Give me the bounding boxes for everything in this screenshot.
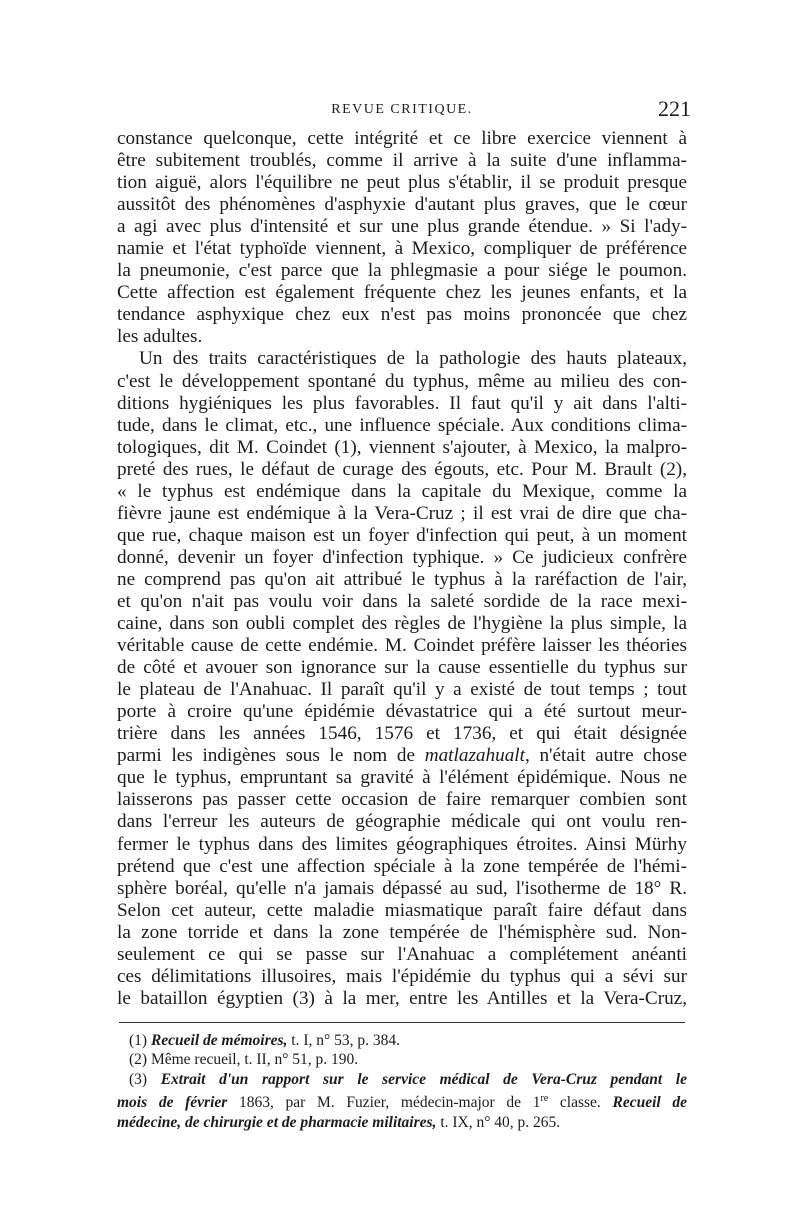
text-line: fièvre jaune est endémique à la Vera-Cruz ; il est vrai de dire que cha- (117, 502, 687, 524)
text-line: trière dans les années 1546, 1576 et 1736, et qui était désignée (117, 723, 687, 745)
footnote-3-title-b: mois de février (117, 1094, 228, 1112)
text-line: que rue, chaque maison est un foyer d'infection qui peut, à un moment (117, 524, 687, 546)
text-line: sphère boréal, qu'elle n'a jamais dépassé au sud, l'isotherme de 18° R. (117, 877, 687, 899)
text-line: la pneumonie, c'est parce que la phlegmasie a pour siége le poumon. (117, 260, 687, 282)
text-line: a agi avec plus d'intensité et sur une plus grande étendue. » Si l'ady- (117, 216, 687, 238)
footnote-1 (117, 1031, 687, 1051)
text-line: et qu'on n'ait pas voulu voir dans la saleté sordide de la race mexi- (117, 590, 687, 612)
footnote-3-rest-b2: classe. (548, 1094, 613, 1112)
footnote-3-line-3 (117, 1113, 687, 1133)
text-line: de côté et avouer son ignorance sur la cause essentielle du typhus sur (117, 657, 687, 679)
footnote-3-title-a: Extrait d'un rapport sur le service médical de Vera-Cruz pendant le (147, 1070, 687, 1088)
text-line: Cette affection est également fréquente chez les jeunes enfants, et la (117, 282, 687, 304)
text-line: laisserons pas passer cette occasion de faire remarquer combien sont (117, 789, 687, 811)
footnote-rule (119, 1022, 685, 1023)
text-line: la zone torride et dans la zone tempérée de l'hémisphère sud. Non- (117, 921, 687, 943)
text-line: namie et l'état typhoïde viennent, à Mexico, compliquer de préférence (117, 238, 687, 260)
text-line: tendance asphyxique chez eux n'est pas moins prononcée que chez (117, 304, 687, 326)
body-text (117, 128, 687, 1010)
text-line: ne comprend pas qu'on ait attribué le typhus à la raréfaction de l'air, (117, 568, 687, 590)
text-line: preté des rues, le défaut de curage des égouts, etc. Pour M. Brault (2), (117, 458, 687, 480)
text-line: Un des traits caractéristiques de la pathologie des hauts plateaux, (139, 348, 687, 370)
footnote-3-rest-c: t. IX, n° 40, p. 265. (436, 1114, 561, 1132)
text-line: les adultes. (117, 326, 203, 348)
footnote-1-title: Recueil de mémoires, (150, 1031, 288, 1049)
text-line: véritable cause de cette endémie. M. Coindet préfère laisser les théories (117, 635, 687, 657)
footnote-3-line-2 (117, 1089, 687, 1113)
footnote-3-rest-b1: 1863, par M. Fuzier, médecin-major de 1 (227, 1094, 541, 1112)
text-line: donné, devenir un foyer d'infection typhique. » Ce judicieux confrère (117, 546, 687, 568)
text-line: constance quelconque, cette intégrité et ce libre exercice viennent à (117, 128, 687, 149)
book-page (117, 96, 691, 1133)
text-line: seulement ce qui se passe sur l'Anahuac a complétement anéanti (117, 943, 687, 965)
text-line: c'est le développement spontané du typhus, même au milieu des con- (117, 370, 687, 392)
footnotes (117, 1031, 687, 1133)
footnote-3-sup: re (540, 1093, 549, 1105)
page-number: 221 (658, 96, 691, 121)
text-line: « le typhus est endémique dans la capitale du Mexique, comme la (117, 480, 687, 502)
text-line: tologiques, dit M. Coindet (1), viennent s'ajouter, à Mexico, la malpro- (117, 436, 687, 458)
text-line: dans l'erreur les auteurs de géographie médicale qui ont voulu ren- (117, 811, 687, 833)
text-line: aussitôt des phénomènes d'asphyxie d'autant plus graves, que le cœur (117, 194, 687, 216)
text-line: le plateau de l'Anahuac. Il paraît qu'il y a existé de tout temps ; tout (117, 679, 687, 701)
text-line: le bataillon égyptien (3) à la mer, entre les Antilles et la Vera-Cruz, (117, 987, 687, 1009)
page-header (117, 96, 691, 126)
italic-term: matlazahualt (424, 745, 525, 767)
text-line: être subitement troublés, comme il arrive à la suite d'une inflamma- (117, 150, 687, 172)
footnote-2-text: Même recueil, t. II, n° 51, p. 190. (147, 1051, 359, 1069)
text-line: tion aiguë, alors l'équilibre ne peut plus s'établir, il se produit presque (117, 172, 687, 194)
footnote-3-title-c: médecine, de chirurgie et de pharmacie militaires, (117, 1114, 437, 1132)
footnote-3-title-b3: Recueil de (612, 1094, 688, 1112)
text-line: caine, dans son oubli complet des règles de l'hygiène la plus simple, la (117, 613, 687, 635)
footnote-2-mark: (2) (129, 1051, 148, 1069)
text-line: fermer le typhus dans des limites géographiques étroites. Ainsi Mürhy (117, 833, 687, 855)
footnote-1-rest: t. I, n° 53, p. 384. (287, 1031, 400, 1049)
text-line: tude, dans le climat, etc., une influence spéciale. Aux conditions clima- (117, 414, 687, 436)
text-line: que le typhus, empruntant sa gravité à l'élément épidémique. Nous ne (117, 767, 687, 789)
footnote-3-mark: (3) (129, 1070, 148, 1088)
text-line: parmi les indigènes sous le nom de matlazahualt, n'était autre chose (117, 745, 687, 767)
text-line: Selon cet auteur, cette maladie miasmatique paraît faire défaut dans (117, 899, 687, 921)
text-line: ces délimitations illusoires, mais l'épidémie du typhus qui a sévi sur (117, 965, 687, 987)
text-line: ditions hygiéniques les plus favorables. Il faut qu'il y ait dans l'alti- (117, 392, 687, 414)
running-head: REVUE CRITIQUE. (331, 102, 473, 117)
footnote-3-line-1 (117, 1070, 687, 1090)
text-line: porte à croire qu'une épidémie dévastatrice qui a été surtout meur- (117, 701, 687, 723)
text-line: prétend que c'est une affection spéciale à la zone tempérée de l'hémi- (117, 855, 687, 877)
footnote-1-mark: (1) (129, 1031, 148, 1049)
footnote-2 (117, 1050, 687, 1070)
